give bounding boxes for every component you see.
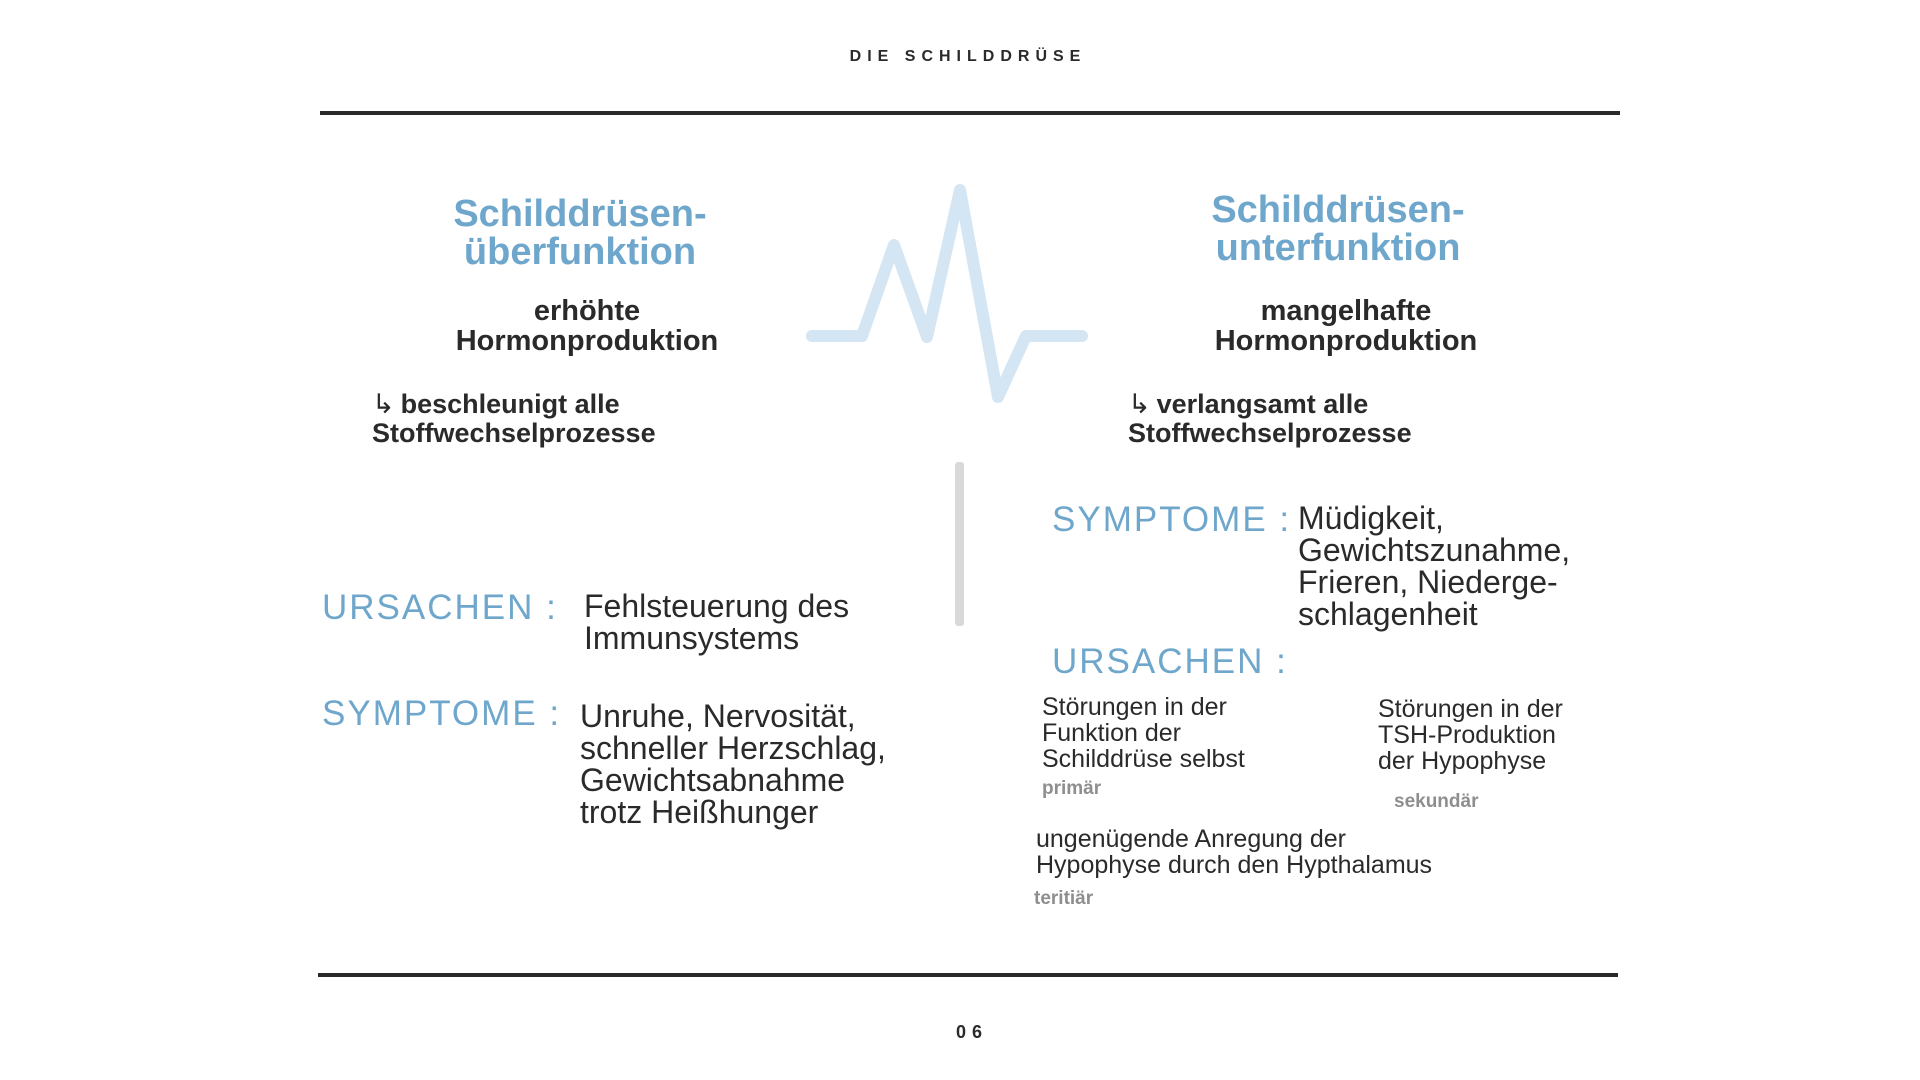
left-ursachen-line-1: Fehlsteuerung des bbox=[584, 588, 850, 624]
left-heading-line-2: überfunktion bbox=[463, 231, 697, 273]
cause-line: Störungen in der bbox=[1378, 695, 1563, 723]
right-heading bbox=[1138, 191, 1538, 267]
cause-secondary bbox=[1378, 696, 1678, 774]
left-ursachen-label: URSACHEN : bbox=[322, 588, 558, 627]
cause-primary bbox=[1042, 694, 1342, 772]
cause-tertiary bbox=[1036, 826, 1556, 878]
left-sub-line-1: erhöhte bbox=[533, 295, 641, 327]
left-subheading bbox=[400, 296, 774, 356]
right-symptome-text bbox=[1298, 502, 1628, 630]
page-number: 06 bbox=[955, 1022, 989, 1042]
right-symptome-line: Frieren, Niederge- bbox=[1298, 564, 1558, 600]
left-heading bbox=[380, 195, 780, 271]
cause-line: Hypophyse durch den Hypthalamus bbox=[1036, 851, 1433, 879]
right-symptome-line: Müdigkeit, bbox=[1298, 500, 1444, 536]
left-ursachen-text bbox=[584, 590, 944, 654]
cause-tag-primary: primär bbox=[1042, 778, 1102, 799]
left-ursachen-line-2: Immunsystems bbox=[584, 620, 800, 656]
cause-line: Schilddrüse selbst bbox=[1042, 745, 1245, 773]
right-symptome-label: SYMPTOME : bbox=[1052, 500, 1292, 539]
right-symptome-line: Gewichtszunahme, bbox=[1298, 532, 1571, 568]
footer-divider-line bbox=[318, 973, 1618, 977]
right-effect-line-2: Stoffwechselprozesse bbox=[1128, 418, 1412, 448]
arrow-return-icon: ↳ bbox=[372, 389, 395, 419]
left-effect bbox=[372, 390, 792, 448]
left-symptome-line: trotz Heißhunger bbox=[580, 794, 819, 830]
cause-tag-tertiary: teritiär bbox=[1034, 888, 1094, 909]
right-effect bbox=[1128, 390, 1548, 448]
left-symptome-line: schneller Herzschlag, bbox=[580, 730, 886, 766]
cause-line: ungenügende Anregung der bbox=[1036, 825, 1347, 853]
left-symptome-line: Gewichtsabnahme bbox=[580, 762, 846, 798]
left-symptome-line: Unruhe, Nervosität, bbox=[580, 698, 856, 734]
cause-tag-secondary: sekundär bbox=[1394, 791, 1479, 812]
cause-line: Störungen in der bbox=[1042, 693, 1227, 721]
right-sub-line-1: mangelhafte bbox=[1260, 295, 1432, 327]
right-subheading bbox=[1150, 296, 1542, 356]
right-heading-line-1: Schilddrüsen- bbox=[1211, 189, 1465, 231]
heartbeat-pulse-icon bbox=[800, 180, 1100, 420]
left-symptome-label: SYMPTOME : bbox=[322, 694, 562, 733]
cause-line: TSH-Produktion bbox=[1378, 721, 1556, 749]
right-heading-line-2: unterfunktion bbox=[1215, 227, 1461, 269]
left-effect-line-1: beschleunigt alle bbox=[400, 389, 620, 419]
header-divider-line bbox=[320, 111, 1620, 115]
left-sub-line-2: Hormonproduktion bbox=[455, 325, 719, 357]
right-symptome-line: schlagenheit bbox=[1298, 596, 1478, 632]
page-header-title: DIE SCHILDDRÜSE bbox=[849, 48, 1087, 65]
left-heading-line-1: Schilddrüsen- bbox=[453, 193, 707, 235]
cause-line: der Hypophyse bbox=[1378, 747, 1547, 775]
center-divider bbox=[955, 462, 964, 626]
right-effect-line-1: verlangsamt alle bbox=[1156, 389, 1369, 419]
left-symptome-text bbox=[580, 700, 980, 828]
right-ursachen-label: URSACHEN : bbox=[1052, 642, 1288, 681]
cause-line: Funktion der bbox=[1042, 719, 1181, 747]
left-effect-line-2: Stoffwechselprozesse bbox=[372, 418, 656, 448]
arrow-return-icon: ↳ bbox=[1128, 389, 1151, 419]
right-sub-line-2: Hormonproduktion bbox=[1214, 325, 1478, 357]
